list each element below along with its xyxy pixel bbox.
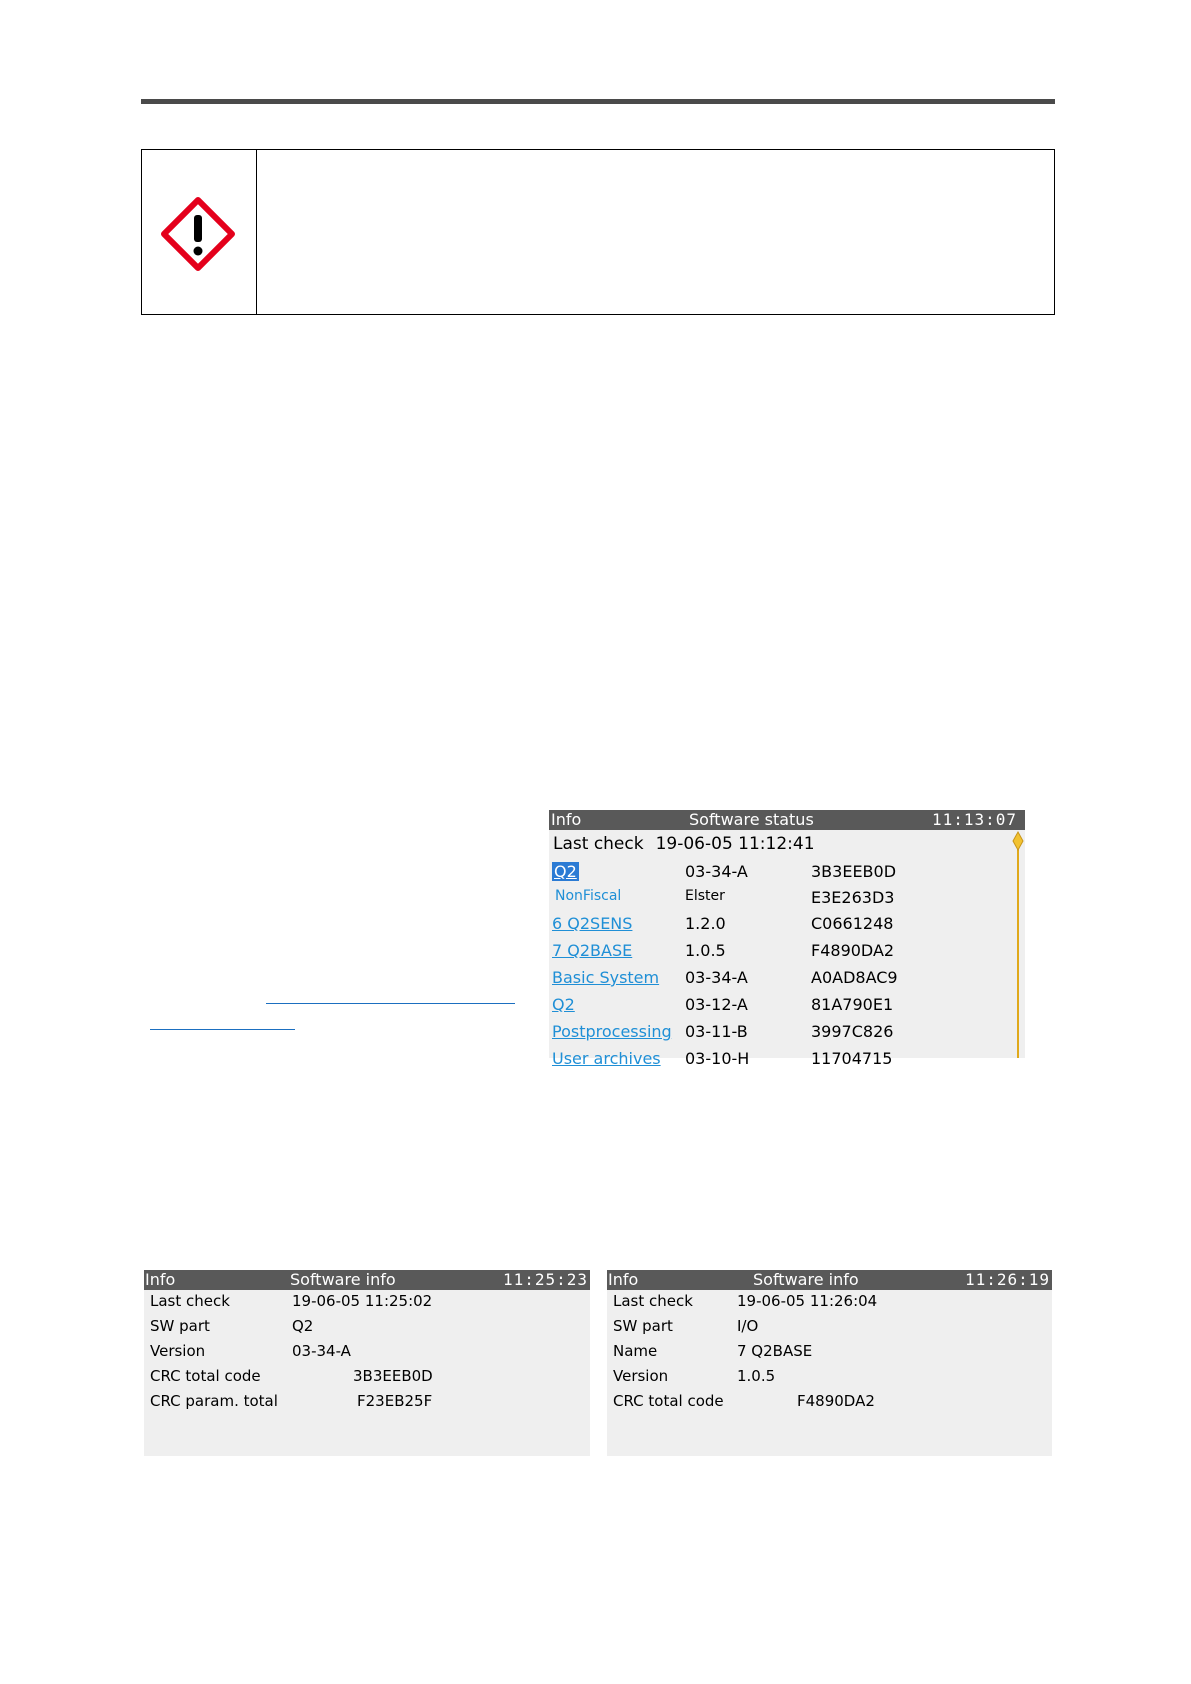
info-row-crc-total	[607, 1392, 1052, 1416]
row-name[interactable]: Basic System	[552, 968, 660, 987]
row-name[interactable]: 7 Q2BASE	[552, 941, 633, 960]
info-value: 3B3EEB0D	[353, 1367, 433, 1385]
status-row-q2[interactable]	[549, 862, 1009, 887]
row-crc: 81A790E1	[811, 995, 894, 1014]
header-rule	[141, 99, 1055, 104]
scrollbar-track[interactable]	[1017, 836, 1019, 1058]
row-version: 1.0.5	[685, 941, 726, 960]
status-row-q2sens[interactable]	[549, 914, 1009, 939]
row-version: 03-10-H	[685, 1049, 750, 1068]
row-version: 1.2.0	[685, 914, 726, 933]
info-label: CRC total code	[150, 1367, 261, 1385]
titlebar-time: 11:26:19	[964, 1270, 1050, 1289]
row-name[interactable]: Q2	[554, 862, 577, 881]
info-label: SW part	[613, 1317, 673, 1335]
status-row-q2base[interactable]	[549, 941, 1009, 966]
info-row-sw-part	[607, 1317, 1052, 1341]
row-crc: A0AD8AC9	[811, 968, 898, 987]
info-row-last-check	[607, 1292, 1052, 1316]
titlebar-info: Info	[551, 810, 582, 829]
info-value: F23EB25F	[357, 1392, 433, 1410]
software-info-screen-left	[144, 1270, 590, 1456]
info-label: Name	[613, 1342, 658, 1360]
info-label: Last check	[150, 1292, 230, 1310]
status-row-postprocessing[interactable]	[549, 1022, 1009, 1047]
info-label: Version	[613, 1367, 669, 1385]
info-row-version	[144, 1342, 590, 1366]
row-name[interactable]: User archives	[552, 1049, 661, 1068]
status-titlebar	[549, 810, 1025, 830]
row-crc: E3E263D3	[811, 888, 895, 907]
link-underline-1[interactable]	[266, 1003, 515, 1004]
titlebar-title: Software info	[753, 1270, 859, 1289]
info-label: Version	[150, 1342, 206, 1360]
info-label: SW part	[150, 1317, 210, 1335]
status-row-user-archives[interactable]	[549, 1049, 1009, 1074]
last-check-label: Last check	[553, 834, 644, 854]
row-crc: C0661248	[811, 914, 894, 933]
row-version: 03-34-A	[685, 862, 748, 881]
titlebar-title: Software status	[689, 810, 814, 829]
last-check-value: 19-06-05 11:12:41	[655, 834, 815, 854]
info-label: CRC total code	[613, 1392, 724, 1410]
status-row-nonfiscal[interactable]	[549, 888, 1009, 913]
info-left-titlebar	[144, 1270, 590, 1290]
info-right-titlebar	[607, 1270, 1052, 1290]
row-version: 03-11-B	[685, 1022, 748, 1041]
row-name[interactable]: Q2	[552, 995, 575, 1014]
software-status-screen	[549, 810, 1025, 1068]
info-value: 7 Q2BASE	[737, 1342, 813, 1360]
software-info-screen-right	[607, 1270, 1052, 1456]
row-crc: 3997C826	[811, 1022, 894, 1041]
info-value: 19-06-05 11:26:04	[737, 1292, 878, 1310]
info-value: 03-34-A	[292, 1342, 351, 1360]
info-value: 19-06-05 11:25:02	[292, 1292, 433, 1310]
row-crc: F4890DA2	[811, 941, 895, 960]
row-version: 03-34-A	[685, 968, 748, 987]
status-row-basic-system[interactable]	[549, 968, 1009, 993]
info-row-last-check	[144, 1292, 590, 1316]
info-row-crc-total	[144, 1367, 590, 1391]
titlebar-info: Info	[608, 1270, 639, 1289]
row-version: 03-12-A	[685, 995, 748, 1014]
row-name[interactable]: Postprocessing	[552, 1022, 672, 1041]
link-underline-2[interactable]	[150, 1029, 295, 1030]
warning-icon-cell	[142, 150, 257, 314]
status-row-q2-2[interactable]	[549, 995, 1009, 1020]
titlebar-title: Software info	[290, 1270, 396, 1289]
titlebar-info: Info	[145, 1270, 176, 1289]
warning-text-cell	[257, 150, 1054, 314]
last-check	[553, 834, 827, 854]
info-label: Last check	[613, 1292, 693, 1310]
row-name[interactable]: 6 Q2SENS	[552, 914, 633, 933]
info-row-name	[607, 1342, 1052, 1366]
titlebar-time: 11:13:07	[931, 810, 1017, 829]
info-label: CRC param. total	[150, 1392, 278, 1410]
warning-diamond-icon	[160, 196, 236, 272]
info-value: 1.0.5	[737, 1367, 776, 1385]
row-name[interactable]: NonFiscal	[555, 888, 622, 904]
row-crc: 3B3EEB0D	[811, 862, 897, 881]
info-row-version	[607, 1367, 1052, 1391]
info-row-sw-part	[144, 1317, 590, 1341]
info-row-crc-param	[144, 1392, 590, 1416]
warning-box	[141, 149, 1055, 315]
titlebar-time: 11:25:23	[502, 1270, 588, 1289]
row-crc: 11704715	[811, 1049, 893, 1068]
info-value: F4890DA2	[797, 1392, 875, 1410]
info-value: I/O	[737, 1317, 759, 1335]
scroll-thumb-icon[interactable]	[1012, 832, 1024, 850]
row-version: Elster	[685, 888, 725, 904]
info-value: Q2	[292, 1317, 314, 1335]
